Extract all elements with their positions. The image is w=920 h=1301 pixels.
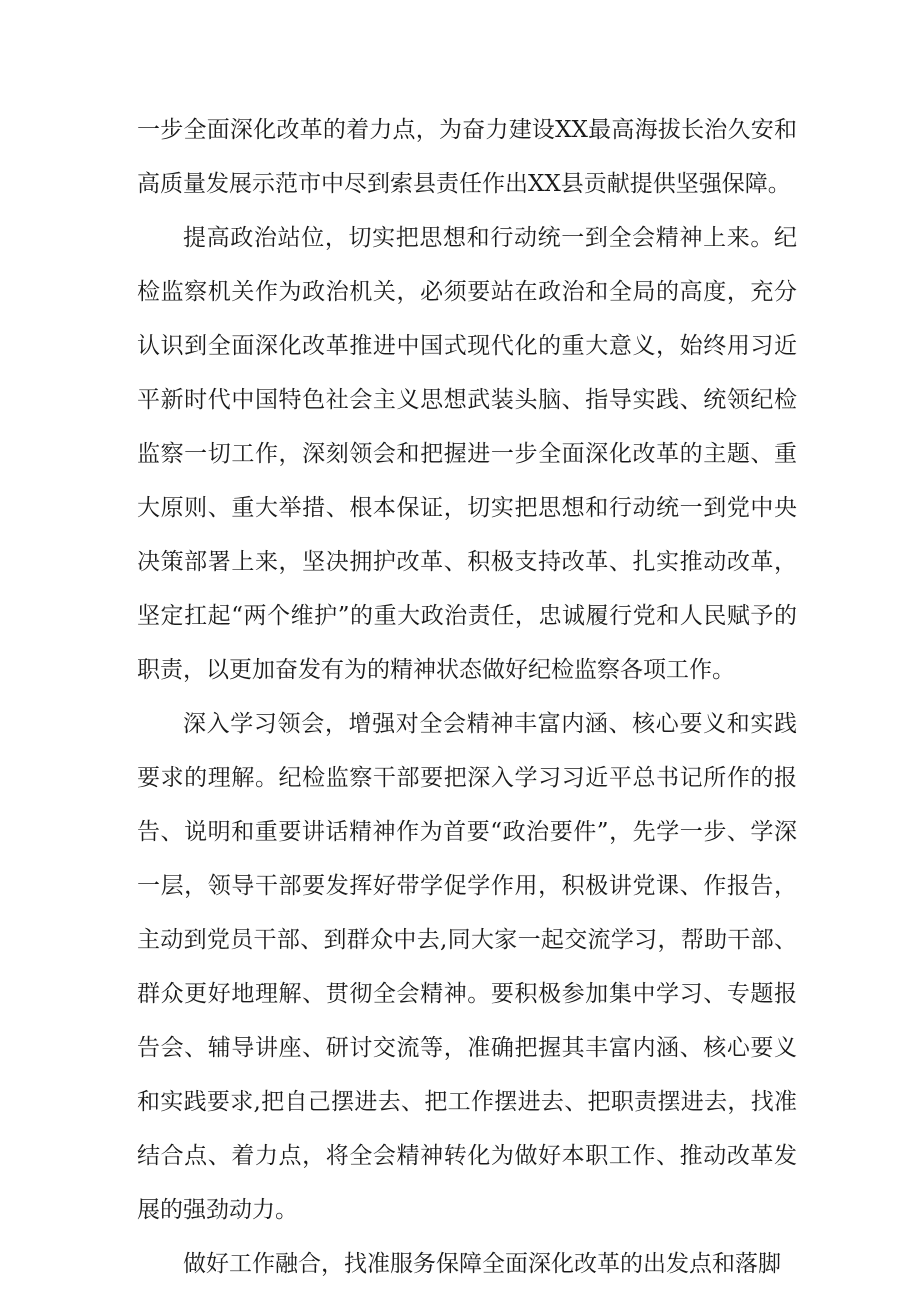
paragraph-political-stance: 提高政治站位，切实把思想和行动统一到全会精神上来。纪检监察机关作为政治机关，必须要站在政治和全局的高度，充分认识到全面深化改革推进中国式现代化的重大意义，始终用习近平新时代中国特色社会主义思想武装头脑、指导实践、统领纪检监察一切工作，深刻领会和把握进一步全面深化改革的主题、重大原则、重大举措、根本保证，切实把思想和行动统一到党中央决策部署上来，坚决拥护改革、积极支持改革、扎实推动改革，坚定扛起“两个维护”的重大政治责任，忠诚履行党和人民赋予的职责，以更加奋发有为的精神状态做好纪检监察各项工作。 (137, 225, 797, 683)
paragraph-continued: 一步全面深化改革的着力点，为奋力建设XX最高海拔长治久安和高质量发展示范市中尽到索县责任作出XX县贡献提供坚强保障。 (137, 117, 797, 197)
paragraph-in-depth-study: 深入学习领会，增强对全会精神丰富内涵、核心要义和实践要求的理解。纪检监察干部要把深入学习习近平总书记所作的报告、说明和重要讲话精神作为首要“政治要件”，先学一步、学深一层，领导干部要发挥好带学促学作用，积极讲党课、作报告，主动到党员干部、到群众中去,同大家一起交流学习，帮助干部、群众更好地理解、贯彻全会精神。要积极参加集中学习、专题报告会、辅导讲座、研讨交流等，准确把握其丰富内涵、核心要义和实践要求,把自己摆进去、把工作摆进去、把职责摆进去，找准结合点、着力点，将全会精神转化为做好本职工作、推动改革发展的强劲动力。 (137, 711, 797, 1223)
document-body (137, 103, 797, 1291)
paragraph-work-integration: 做好工作融合，找准服务保障全面深化改革的出发点和落脚 (183, 1251, 781, 1277)
